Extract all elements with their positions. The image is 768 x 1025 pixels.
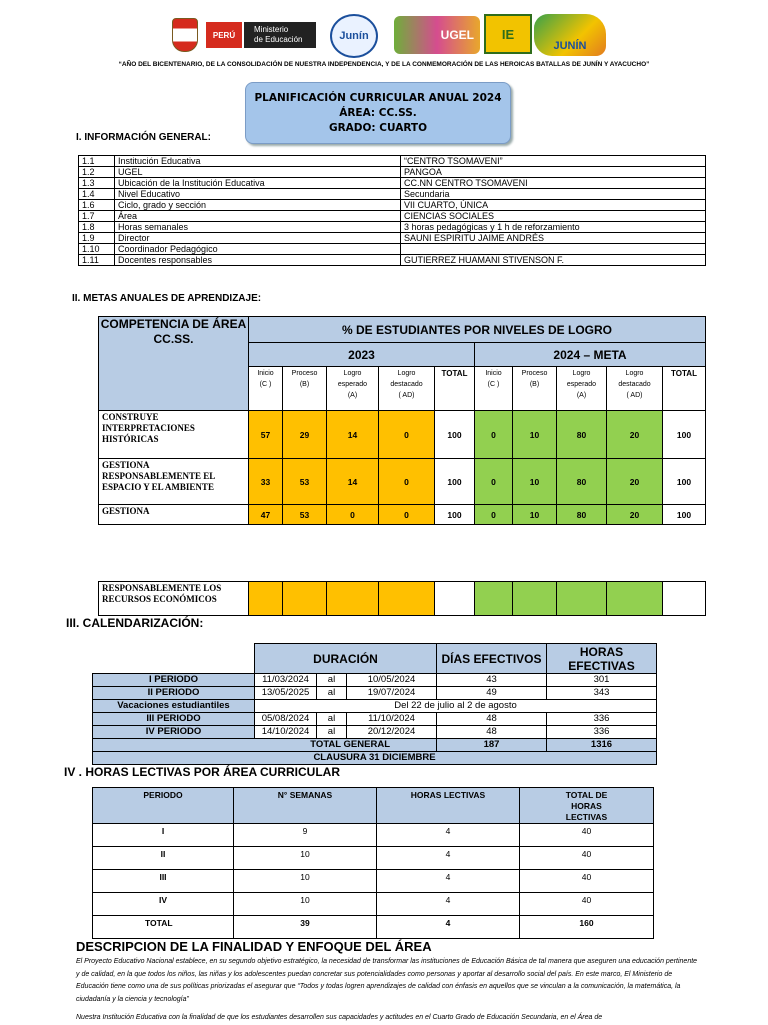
periodo-horas: 336 <box>547 713 657 726</box>
hours-cell: I <box>93 824 234 847</box>
periodo-inicio: 14/10/2024 <box>255 726 317 739</box>
cell-empty <box>435 582 475 616</box>
hours-header: HORAS LECTIVAS <box>377 788 520 824</box>
ministry-line1: Ministerio <box>254 25 289 34</box>
table-row <box>99 411 706 459</box>
title-line3: GRADO: CUARTO <box>328 122 428 134</box>
value-2023: 0 <box>379 459 435 505</box>
value-2023: 0 <box>379 505 435 525</box>
level-header-line1: Logro <box>397 370 416 377</box>
ugel-logo: UGEL <box>394 16 480 54</box>
value-2023: 0 <box>379 411 435 459</box>
table-row <box>79 178 706 189</box>
cell-empty <box>283 582 327 616</box>
value-2023: 33 <box>249 459 283 505</box>
value-2024: 0 <box>475 459 513 505</box>
table-row <box>93 893 654 916</box>
description-paragraph2: Nuestra Institución Educativa con la finalidad de que los estudiantes desarrollen sus capacidades y actitudes en el Cuarto Grado de Educación Secundaria, en el Área de <box>76 1013 603 1021</box>
level-header-line3: ( AD) <box>626 392 643 399</box>
level-header-line2: destacado <box>618 381 651 388</box>
cell-empty <box>327 582 379 616</box>
calendar-table <box>92 643 657 765</box>
hours-header: PERIODO <box>93 788 234 824</box>
value-2023: 53 <box>283 505 327 525</box>
level-header <box>513 367 557 411</box>
total-2024: 100 <box>663 459 706 505</box>
total-header: TOTAL <box>435 367 475 411</box>
value-2023: 14 <box>327 411 379 459</box>
value-2024: 20 <box>607 505 663 525</box>
periodo-fin: 20/12/2024 <box>347 726 437 739</box>
competencia-continued: RESPONSABLEMENTE LOS RECURSOS ECONÓMICOS <box>99 582 249 616</box>
info-label: Ciclo, grado y sección <box>115 200 401 211</box>
info-label: Horas semanales <box>115 222 401 233</box>
competencia-name: CONSTRUYE INTERPRETACIONES HISTÓRICAS <box>99 411 249 459</box>
level-header-line2: esperado <box>566 381 597 388</box>
year-2024-header: 2024 – META <box>475 343 706 367</box>
total-2023: 100 <box>435 459 475 505</box>
cell-empty <box>249 582 283 616</box>
table-row <box>93 674 657 687</box>
periodo-dias: 48 <box>437 726 547 739</box>
periodo-horas: 336 <box>547 726 657 739</box>
periodo-inicio: 11/03/2024 <box>255 674 317 687</box>
competencia-name: GESTIONA RESPONSABLEMENTE EL ESPACIO Y EL AMBIENTE <box>99 459 249 505</box>
document-title-box <box>245 82 511 144</box>
total-header: TOTAL <box>663 367 706 411</box>
periodo-horas: 301 <box>547 674 657 687</box>
description-text <box>76 956 700 1025</box>
periodo-fin: 10/05/2024 <box>347 674 437 687</box>
info-value <box>401 244 706 255</box>
info-num: 1.6 <box>79 200 115 211</box>
hours-cell: 4 <box>377 893 520 916</box>
periodo-al: al <box>317 726 347 739</box>
percent-header: % DE ESTUDIANTES POR NIVELES DE LOGRO <box>249 317 706 343</box>
level-header-line3: (A) <box>347 392 358 399</box>
value-2024: 0 <box>475 411 513 459</box>
cell-empty <box>475 582 513 616</box>
table-row <box>79 200 706 211</box>
table-row <box>79 222 706 233</box>
level-header-line2: esperado <box>337 381 368 388</box>
level-header-line1: Logro <box>343 370 362 377</box>
info-value: VII CUARTO, ÚNICA <box>401 200 706 211</box>
table-row <box>99 459 706 505</box>
competencia-header: COMPETENCIA DE ÁREA CC.SS. <box>99 317 249 411</box>
periodo-name: II PERIODO <box>93 687 255 700</box>
hours-cell: 4 <box>377 824 520 847</box>
table-row <box>79 167 706 178</box>
info-num: 1.3 <box>79 178 115 189</box>
info-num: 1.8 <box>79 222 115 233</box>
hours-cell: 9 <box>234 824 377 847</box>
table-row <box>93 713 657 726</box>
ministry-logo <box>244 22 316 48</box>
value-2023: 57 <box>249 411 283 459</box>
table-row <box>93 847 654 870</box>
level-header-line2: (C ) <box>259 381 272 388</box>
horas-header: HORAS EFECTIVAS <box>547 644 657 674</box>
hours-cell: IV <box>93 893 234 916</box>
level-header-line1: Logro <box>625 370 644 377</box>
cell-empty <box>607 582 663 616</box>
level-header <box>475 367 513 411</box>
clausura-row: CLAUSURA 31 DICIEMBRE <box>93 752 657 765</box>
info-value: Secundaria <box>401 189 706 200</box>
value-2024: 10 <box>513 411 557 459</box>
level-header-line3: ( AD) <box>398 392 415 399</box>
table-row <box>79 233 706 244</box>
info-value: 3 horas pedagógicas y 1 h de reforzamiento <box>401 222 706 233</box>
level-header-line1: Inicio <box>485 370 502 377</box>
total-horas: 1316 <box>547 739 657 752</box>
periodo-inicio: 05/08/2024 <box>255 713 317 726</box>
info-label: UGEL <box>115 167 401 178</box>
cell-empty <box>663 582 706 616</box>
info-value: “CENTRO TSOMAVENI” <box>401 156 706 167</box>
info-label: Nivel Educativo <box>115 189 401 200</box>
value-2023: 0 <box>327 505 379 525</box>
level-header <box>249 367 283 411</box>
hours-cell: 160 <box>520 916 654 939</box>
level-header-line2: (C ) <box>487 381 500 388</box>
hours-header: TOTAL DE HORAS LECTIVAS <box>520 788 654 824</box>
vacaciones-label: Vacaciones estudiantiles <box>93 700 255 713</box>
hours-cell: 40 <box>520 893 654 916</box>
peru-coat-of-arms-icon <box>172 18 198 52</box>
duracion-header: DURACIÓN <box>255 644 437 674</box>
table-row <box>93 870 654 893</box>
level-header <box>327 367 379 411</box>
info-num: 1.1 <box>79 156 115 167</box>
periodo-inicio: 13/05/2025 <box>255 687 317 700</box>
title-line1: PLANIFICACIÓN CURRICULAR ANUAL 2024 <box>254 92 502 104</box>
year-2023-header: 2023 <box>249 343 475 367</box>
junin-map-logo: JUNÍN <box>534 14 606 56</box>
periodo-name: I PERIODO <box>93 674 255 687</box>
ministry-line2: de Educación <box>254 35 303 44</box>
hours-cell: 40 <box>520 847 654 870</box>
level-header <box>607 367 663 411</box>
info-num: 1.10 <box>79 244 115 255</box>
table-row <box>79 189 706 200</box>
hours-cell: 4 <box>377 847 520 870</box>
level-header <box>283 367 327 411</box>
peru-logo: PERÚ <box>206 22 242 48</box>
cell-empty <box>557 582 607 616</box>
hours-cell: II <box>93 847 234 870</box>
cell-empty <box>513 582 557 616</box>
hours-cell: 40 <box>520 870 654 893</box>
info-value: GUTIERREZ HUAMANI STIVENSON F. <box>401 255 706 266</box>
gobierno-junin-logo: Junín <box>330 14 378 58</box>
info-num: 1.9 <box>79 233 115 244</box>
info-value: CIENCIAS SOCIALES <box>401 211 706 222</box>
periodo-dias: 43 <box>437 674 547 687</box>
value-2024: 10 <box>513 459 557 505</box>
value-2024: 0 <box>475 505 513 525</box>
hours-cell: 40 <box>520 824 654 847</box>
learning-goals-table-continued <box>98 581 706 616</box>
info-value: PANGOA <box>401 167 706 178</box>
section2-heading: II. METAS ANUALES DE APRENDIZAJE: <box>72 293 262 304</box>
info-num: 1.4 <box>79 189 115 200</box>
info-value: SAUNI ESPIRITU JAIME ANDRÉS <box>401 233 706 244</box>
info-value: CC.NN CENTRO TSOMAVENI <box>401 178 706 189</box>
section1-heading: I. INFORMACIÓN GENERAL: <box>76 132 211 143</box>
table-row <box>79 244 706 255</box>
table-row <box>99 505 706 525</box>
info-num: 1.11 <box>79 255 115 266</box>
level-header <box>557 367 607 411</box>
competencia-name: GESTIONA <box>99 505 249 525</box>
info-label: Docentes responsables <box>115 255 401 266</box>
hours-header: N° SEMANAS <box>234 788 377 824</box>
value-2024: 80 <box>557 411 607 459</box>
periodo-al: al <box>317 713 347 726</box>
periodo-al: al <box>317 687 347 700</box>
section5-heading: DESCRIPCION DE LA FINALIDAD Y ENFOQUE DEL ÁREA <box>76 939 432 954</box>
total-general-label: TOTAL GENERAL <box>93 739 437 752</box>
hours-cell: TOTAL <box>93 916 234 939</box>
calendar-blank <box>93 644 255 674</box>
total-2023: 100 <box>435 411 475 459</box>
hours-cell: 10 <box>234 847 377 870</box>
info-num: 1.7 <box>79 211 115 222</box>
level-header-line3: (A) <box>576 392 587 399</box>
value-2024: 80 <box>557 505 607 525</box>
total-2024: 100 <box>663 505 706 525</box>
value-2024: 10 <box>513 505 557 525</box>
periodo-name: III PERIODO <box>93 713 255 726</box>
year-motto: “AÑO DEL BICENTENARIO, DE LA CONSOLIDACIÓN DE NUESTRA INDEPENDENCIA, Y DE LA CONMEMORACIÓN DE LAS HEROICAS BATALLAS DE JUNÍN Y AYACUCHO” <box>118 61 650 68</box>
title-line2: ÁREA: CC.SS. <box>339 107 417 119</box>
level-header-line1: Proceso <box>291 370 318 377</box>
general-info-table <box>78 155 706 266</box>
value-2023: 29 <box>283 411 327 459</box>
periodo-horas: 343 <box>547 687 657 700</box>
value-2024: 20 <box>607 459 663 505</box>
section4-heading: IV . HORAS LECTIVAS POR ÁREA CURRICULAR <box>64 765 341 779</box>
dias-header: DÍAS EFECTIVOS <box>437 644 547 674</box>
level-header <box>379 367 435 411</box>
learning-goals-table <box>98 316 706 525</box>
level-header-line2: destacado <box>390 381 423 388</box>
ie-logo: IE <box>484 14 532 54</box>
info-label: Área <box>115 211 401 222</box>
periodo-fin: 19/07/2024 <box>347 687 437 700</box>
level-header-line2: (B) <box>299 381 310 388</box>
level-header-line2: (B) <box>529 381 540 388</box>
periodo-fin: 11/10/2024 <box>347 713 437 726</box>
teaching-hours-table <box>92 787 654 939</box>
info-label: Coordinador Pedagógico <box>115 244 401 255</box>
table-row <box>93 726 657 739</box>
info-label: Institución Educativa <box>115 156 401 167</box>
vacaciones-value: Del 22 de julio al 2 de agosto <box>255 700 657 713</box>
value-2023: 47 <box>249 505 283 525</box>
info-label: Ubicación de la Institución Educativa <box>115 178 401 189</box>
level-header-line1: Proceso <box>521 370 548 377</box>
table-row <box>79 255 706 266</box>
info-num: 1.2 <box>79 167 115 178</box>
hours-cell: 4 <box>377 916 520 939</box>
table-row <box>93 824 654 847</box>
total-dias: 187 <box>437 739 547 752</box>
cell-empty <box>379 582 435 616</box>
table-row <box>93 916 654 939</box>
periodo-name: IV PERIODO <box>93 726 255 739</box>
value-2023: 53 <box>283 459 327 505</box>
periodo-dias: 48 <box>437 713 547 726</box>
level-header-line1: Inicio <box>257 370 274 377</box>
value-2024: 80 <box>557 459 607 505</box>
hours-cell: 39 <box>234 916 377 939</box>
logo-bar <box>0 14 768 60</box>
hours-cell: 10 <box>234 870 377 893</box>
description-paragraph1: El Proyecto Educativo Nacional establece, en su segundo objetivo estratégico, la necesidad de transformar las instituciones de Educación Básica de tal manera que aseguren una educación pertinente y de calidad, en la que todos los niños, las niñas y los adolescentes puedan concretar sus potencialidades como personas y aportar al desarrollo social del país. En este marco, El Ministerio de Educación tiene como una de sus políticas priorizadas el asegurar que “Todos y todas logren aprendizajes de calidad con énfasis en aquellos que se vinculan a la comunicación, la matemática, la ciudadanía y la ciencia y tecnología” <box>76 958 698 1004</box>
hours-cell: 10 <box>234 893 377 916</box>
total-2024: 100 <box>663 411 706 459</box>
hours-cell: III <box>93 870 234 893</box>
section3-heading: III. CALENDARIZACIÓN: <box>66 616 204 630</box>
info-label: Director <box>115 233 401 244</box>
table-row <box>93 687 657 700</box>
value-2023: 14 <box>327 459 379 505</box>
periodo-al: al <box>317 674 347 687</box>
total-2023: 100 <box>435 505 475 525</box>
level-header-line1: Logro <box>572 370 591 377</box>
table-row <box>79 156 706 167</box>
table-row <box>79 211 706 222</box>
hours-cell: 4 <box>377 870 520 893</box>
value-2024: 20 <box>607 411 663 459</box>
periodo-dias: 49 <box>437 687 547 700</box>
